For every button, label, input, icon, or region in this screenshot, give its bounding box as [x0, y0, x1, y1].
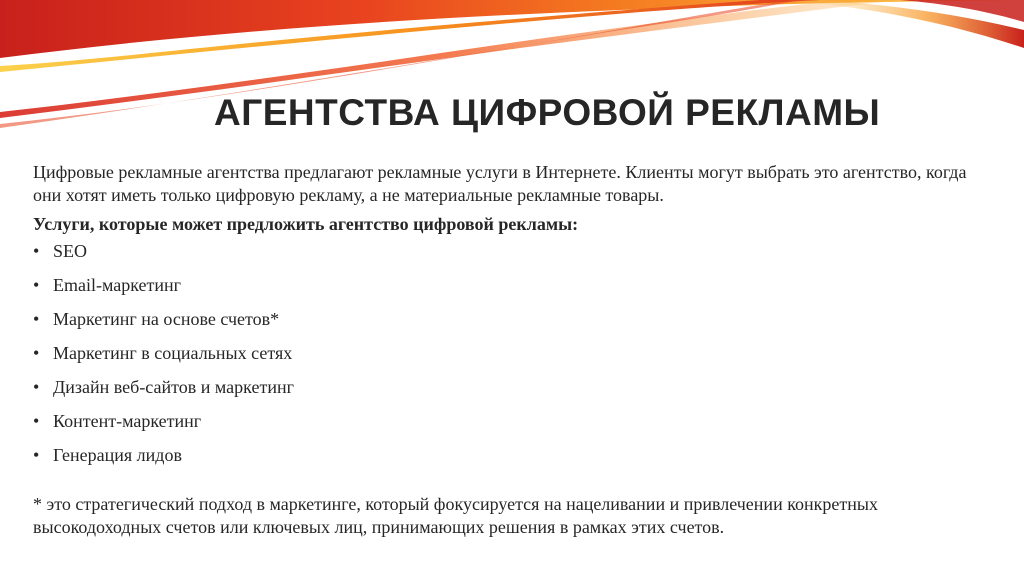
list-item	[33, 376, 998, 410]
list-item-label: Маркетинг в социальных сетях	[53, 343, 293, 363]
list-item	[33, 274, 998, 308]
slide-body	[33, 161, 998, 539]
services-list	[33, 240, 998, 478]
list-item-label: Дизайн веб-сайтов и маркетинг	[53, 377, 294, 397]
bullet-icon: •	[33, 309, 40, 329]
bullet-icon: •	[33, 343, 40, 363]
bullet-icon: •	[33, 241, 40, 261]
list-item-label: Маркетинг на основе счетов*	[53, 309, 280, 329]
list-item-label: SEO	[53, 241, 88, 261]
list-item	[33, 410, 998, 444]
bullet-icon: •	[33, 377, 40, 397]
footnote: * это стратегический подход в маркетинге, который фокусируется на нацеливании и привлечении конкретных высокодоходных счетов или ключевых лиц, принимающих решения в рамках этих счетов.	[33, 494, 878, 537]
list-item	[33, 342, 998, 376]
services-heading: Услуги, которые может предложить агентство цифровой рекламы:	[33, 214, 579, 234]
bullet-icon: •	[33, 411, 40, 431]
bullet-icon: •	[33, 275, 40, 295]
list-item	[33, 444, 998, 478]
list-item	[33, 308, 998, 342]
list-item	[33, 240, 998, 274]
intro-paragraph: Цифровые рекламные агентства предлагают рекламные услуги в Интернете. Клиенты могут выбрать это агентство, когда они хотят иметь только цифровую рекламу, а не материальные рекламные товары.	[33, 162, 967, 205]
list-item-label: Контент-маркетинг	[53, 411, 202, 431]
list-item-label: Email-маркетинг	[53, 275, 182, 295]
slide-title: АГЕНТСТВА ЦИФРОВОЙ РЕКЛАМЫ	[214, 92, 881, 133]
list-item-label: Генерация лидов	[53, 445, 182, 465]
bullet-icon: •	[33, 445, 40, 465]
